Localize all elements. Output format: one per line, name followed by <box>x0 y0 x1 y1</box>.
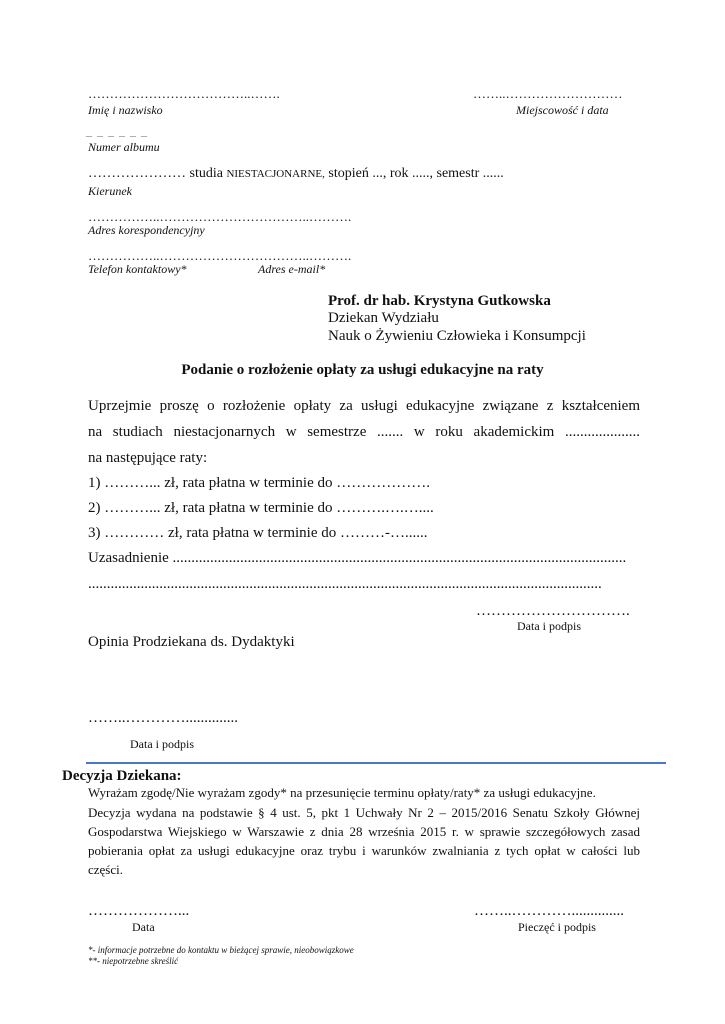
study-word: studia <box>189 166 223 181</box>
name-dots[interactable]: ………………………………..……. <box>88 86 280 101</box>
address-dots[interactable]: ……………..……………………………..………. <box>88 209 352 224</box>
study-rest: stopień ..., rok ....., semestr ...... <box>328 166 504 181</box>
decision-date-label: Data <box>132 920 155 934</box>
body-line-1: Uprzejmie proszę o rozłożenie opłaty za usługi edukacyjne związane z kształceniem <box>88 398 640 414</box>
addressee-name: Prof. dr hab. Krystyna Gutkowska <box>328 293 551 309</box>
opinion-sign-label: Data i podpis <box>130 737 194 751</box>
installment-1[interactable]: 1) ………... zł, rata płatna w terminie do ………………. <box>88 475 431 491</box>
place-date-dots[interactable]: ……..……………………… <box>473 86 623 101</box>
phone-label: Telefon kontaktowy* <box>88 262 187 276</box>
justification-line[interactable]: Uzasadnienie ......................................................................................................................... <box>88 550 627 566</box>
decision-stamp-label: Pieczęć i podpis <box>518 920 596 934</box>
footnote-1: *- informacje potrzebne do kontaktu w bieżącej sprawie, nieobowiązkowe <box>88 945 354 955</box>
opinion-title: Opinia Prodziekana ds. Dydaktyki <box>88 634 295 650</box>
decision-line-5: części. <box>88 862 124 877</box>
decision-line-2: Decyzja wydana na podstawie § 4 ust. 5, pkt 1 Uchwały Nr 2 – 2015/2016 Senatu Szkoły Głównej <box>88 805 640 820</box>
footnote-2: **- niepotrzebne skreślić <box>88 956 179 966</box>
applicant-sign-dots[interactable]: …………………………. <box>476 603 630 619</box>
address-label: Adres korespondencyjny <box>88 223 205 237</box>
study-line[interactable] <box>88 166 504 182</box>
name-label: Imię i nazwisko <box>88 103 163 117</box>
form-title: Podanie o rozłożenie opłaty za usługi edukacyjne na raty <box>181 362 544 378</box>
decision-stamp-dots[interactable]: ……..………….............. <box>474 903 624 919</box>
installment-2[interactable]: 2) ………... zł, rata płatna w terminie do ……….….….... <box>88 500 434 516</box>
addressee-faculty: Nauk o Żywieniu Człowieka i Konsumpcji <box>328 328 586 344</box>
addressee-title: Dziekan Wydziału <box>328 310 439 326</box>
decision-line-4: pobierania opłat za usługi edukacyjne oraz trybu i warunków zwalniania z tych opłat w całości lub <box>88 843 640 858</box>
opinion-sign-dots[interactable]: ……..………….............. <box>88 710 238 726</box>
decision-heading: Decyzja Dziekana: <box>62 768 182 784</box>
body-line-2[interactable]: na studiach niestacjonarnych w semestrze ....... w roku akademickim .................... <box>88 424 640 440</box>
decision-line-1: Wyrażam zgodę/Nie wyrażam zgody* na przesunięcie terminu opłaty/raty* za usługi edukacyjne. <box>88 785 596 800</box>
place-date-label: Miejscowość i data <box>516 103 609 117</box>
study-mode: NIESTACJONARNE, <box>226 168 325 180</box>
decision-line-3: Gospodarstwa Wiejskiego w Warszawie z dnia 28 września 2015 r. w sprawie szczegółowych zasad <box>88 824 640 839</box>
kierunek-label: Kierunek <box>88 184 132 198</box>
decision-date-dots[interactable]: ………………... <box>88 903 190 919</box>
body-line-3: na następujące raty: <box>88 450 208 466</box>
contact-dots[interactable]: ……………..……………………………..………. <box>88 248 352 263</box>
installment-3[interactable]: 3) ………… zł, rata płatna w terminie do ………-…...... <box>88 525 428 541</box>
section-divider <box>86 762 666 764</box>
study-dots: ………………… <box>88 166 186 181</box>
album-label: Numer albumu <box>88 140 160 154</box>
album-dots[interactable]: _ _ _ _ _ _ <box>86 124 148 138</box>
email-label: Adres e-mail* <box>258 262 326 276</box>
justification-continued[interactable]: ......................................................................................................................................... <box>88 576 602 592</box>
applicant-sign-label: Data i podpis <box>517 619 581 633</box>
